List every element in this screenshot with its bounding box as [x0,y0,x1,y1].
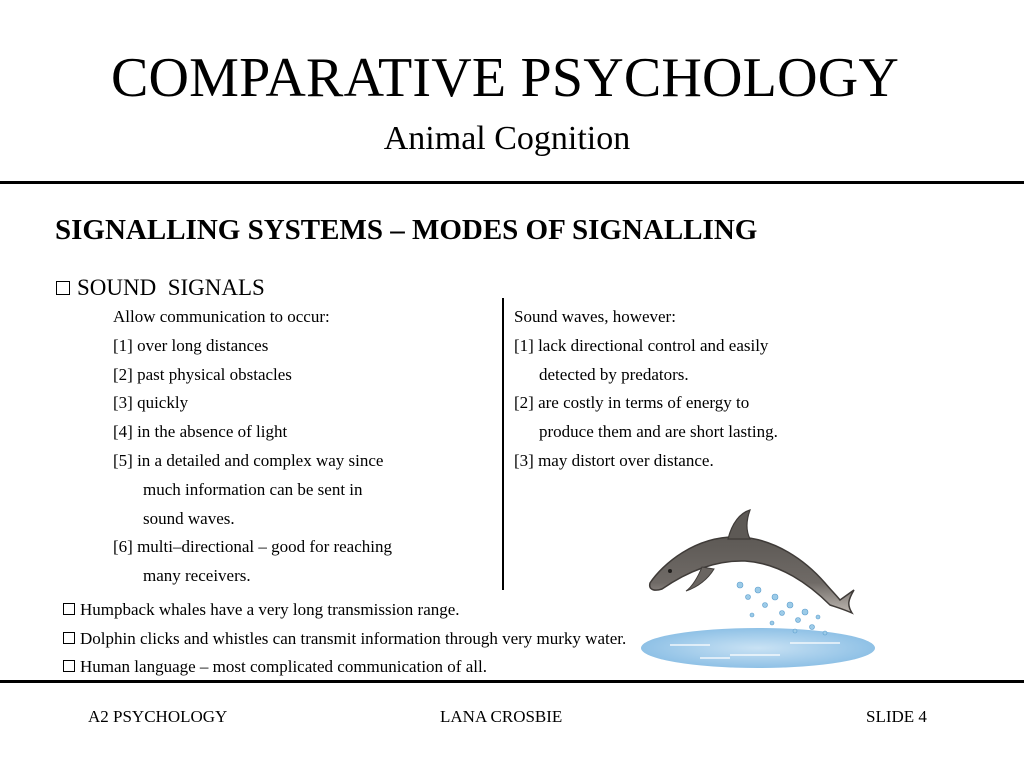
slide-subtitle: Animal Cognition [383,120,631,157]
advantages-column [113,303,493,591]
top-divider [0,181,1024,184]
list-item: [1] lack directional control and easily [514,335,769,355]
sound-signals-label: SOUND SIGNALS [77,275,265,300]
column-divider [502,298,504,590]
footer-slide-number: SLIDE 4 [866,707,927,726]
checkbox-bullet-icon [63,603,75,615]
list-item: Humpback whales have a very long transmission range. [63,596,626,625]
list-item: [3] may distort over distance. [514,450,714,470]
list-item: [1] over long distances [113,335,269,355]
checkbox-bullet-icon [56,281,70,295]
dolphin-dorsal-fin [728,510,750,539]
list-item: [4] in the absence of light [113,422,288,442]
list-item: [5] in a detailed and complex way since [113,450,384,470]
bottom-divider [0,680,1024,683]
list-item: detected by predators. [539,364,689,384]
list-item: sound waves. [143,508,235,528]
checkbox-bullet-icon [63,660,75,672]
sound-signals-heading [56,273,265,303]
list-item: [3] quickly [113,393,189,413]
list-item: many receivers. [143,566,251,586]
dolphin-body [650,537,854,613]
summary-bullets [63,596,626,682]
list-item: [2] past physical obstacles [113,364,292,384]
slide-title: COMPARATIVE PSYCHOLOGY [110,47,900,109]
list-item: produce them and are short lasting. [539,422,778,442]
advantages-intro: Allow communication to occur: [113,307,330,326]
list-item: Dolphin clicks and whistles can transmit information through very murky water. [63,625,626,654]
list-item: [6] multi–directional – good for reaching [113,537,392,557]
footer-author: LANA CROSBIE [440,707,563,726]
disadvantages-intro: Sound waves, however: [514,307,676,326]
checkbox-bullet-icon [63,632,75,644]
list-item: [2] are costly in terms of energy to [514,393,750,413]
list-item: much information can be sent in [143,479,363,499]
disadvantages-column [514,303,844,476]
water-splash-pool [641,628,875,668]
footer-course: A2 PSYCHOLOGY [88,707,228,726]
dolphin-icon [640,505,880,673]
list-item: Human language – most complicated communication of all. [63,653,626,682]
dolphin-eye [668,569,672,573]
section-heading: SIGNALLING SYSTEMS – MODES OF SIGNALLING [55,214,758,246]
